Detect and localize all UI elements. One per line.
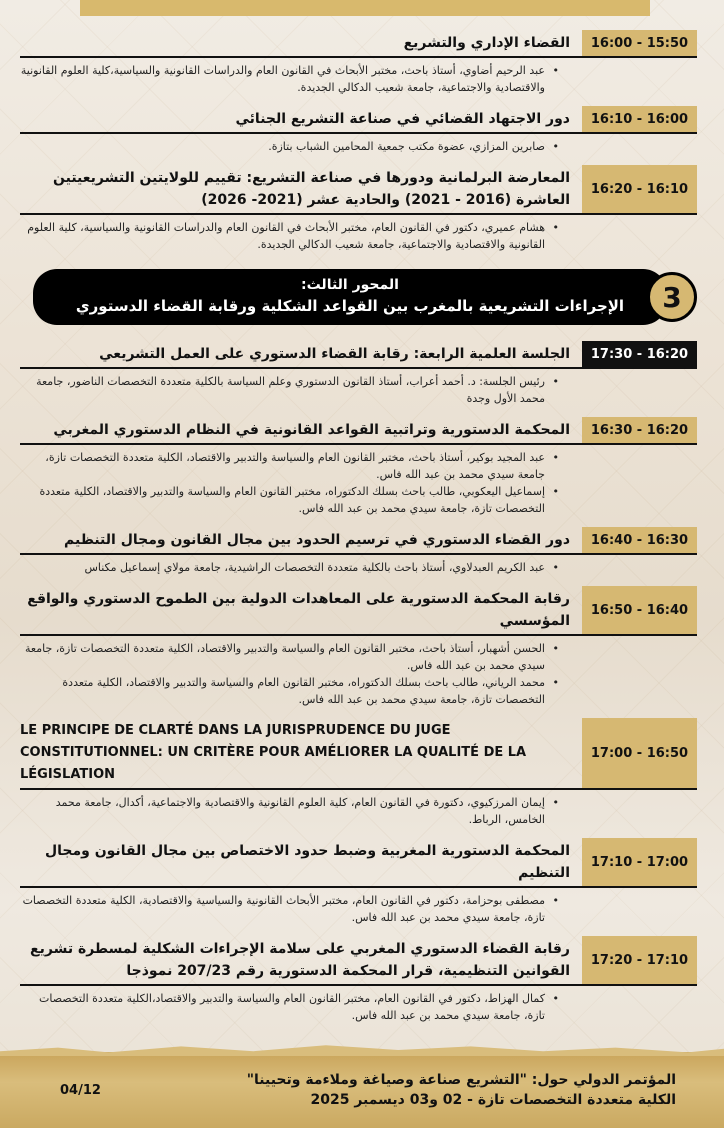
parchment-edge xyxy=(0,1044,724,1056)
speaker-list xyxy=(20,219,559,253)
program-item xyxy=(20,165,697,253)
axis-banner xyxy=(33,269,667,325)
session-header-line xyxy=(20,341,697,369)
item-header xyxy=(20,165,697,215)
speaker-list xyxy=(20,990,559,1024)
speaker: • مصطفى بوحزامة، دكتور في القانون العام، مختبر الأبحاث القانونية والسياسية والاقتصادية، الكلية متعددة التخصصات تازة، جامعة سيدي محمد بن عبد الله فاس. xyxy=(20,892,559,926)
program-item xyxy=(20,936,697,1024)
footer-banner xyxy=(0,1052,724,1128)
speaker-list xyxy=(20,892,559,926)
item-title: دور القضاء الدستوري في ترسيم الحدود بين مجال القانون ومجال التنظيم xyxy=(64,532,570,548)
item-header xyxy=(20,936,697,986)
speaker-list xyxy=(20,138,559,155)
conference-venue-date: الكلية متعددة التخصصات تازة - 02 و03 ديسمبر 2025 xyxy=(310,1092,676,1108)
item-header xyxy=(20,527,697,555)
item-header xyxy=(20,586,697,636)
speaker: • محمد الرياني، طالب باحث بسلك الدكتوراه، مختبر القانون العام والسياسة والتدبير والاقتصاد، الكلية متعددة التخصصات تازة، جامعة سيدي محمد بن عبد الله فاس. xyxy=(20,674,559,708)
speaker-list xyxy=(20,449,559,517)
speaker: • هشام عميري، دكتور في القانون العام، مختبر الأبحاث في القانون العام والدراسات القانونية والسياسية، كلية العلوم القانونية والاقتصادية والاجتماعية، جامعة شعيب الدكالي الجديدة. xyxy=(20,219,559,253)
item-header xyxy=(20,718,697,790)
item-header xyxy=(20,417,697,445)
speaker-list xyxy=(20,559,559,576)
item-title: رقابة القضاء الدستوري المغربي على سلامة الإجراءات الشكلية لمسطرة تشريع القوانين التنظيمية، قرار المحكمة الدستورية رقم 207/23 نموذجا xyxy=(30,941,570,979)
item-title: القضاء الإداري والتشريع xyxy=(403,35,570,51)
time-slot: 16:10 - 16:00 xyxy=(582,106,697,132)
speaker: • صابرين المزازي، عضوة مكتب جمعية المحامين الشباب بتازة. xyxy=(20,138,559,155)
speaker: • عبد الرحيم أضاوي، أستاذ باحث، مختبر الأبحاث في القانون العام والدراسات القانونية والسياسية،كلية العلوم القانونية والاقتصادية والاجتماعية، جامعة شعيب الدكالي الجديدة. xyxy=(20,62,559,96)
speaker: • عبد الكريم العبدلاوي، أستاذ باحث بالكلية متعددة التخصصات الراشيدية، جامعة مولاي إسماعيل مكناس xyxy=(20,559,559,576)
speaker: • كمال الهزاط، دكتور في القانون العام، مختبر القانون العام والسياسة والتدبير والاقتصاد،الكلية متعددة التخصصات تازة، جامعة سيدي محمد بن عبد الله فاس. xyxy=(20,990,559,1024)
item-title: المحكمة الدستورية وتراتبية القواعد القانونية في النظام الدستوري المغربي xyxy=(53,422,570,438)
item-title: المحكمة الدستورية المغربية وضبط حدود الاختصاص بين مجال القانون ومجال التنظيم xyxy=(44,843,570,881)
program-item xyxy=(20,417,697,517)
axis-title: الإجراءات التشريعية بالمغرب بين القواعد الشكلية ورقابة القضاء الدستوري xyxy=(75,297,625,315)
conference-info xyxy=(247,1070,676,1110)
item-header xyxy=(20,838,697,888)
item-title: المعارضة البرلمانية ودورها في صناعة التشريع: تقييم للولايتين التشريعيتين العاشرة (2016 - 2021) والحادية عشر (2021- 2026) xyxy=(53,170,570,208)
session-header xyxy=(20,341,697,407)
time-slot: 16:20 - 16:10 xyxy=(582,165,697,213)
item-title: رقابة المحكمة الدستورية على المعاهدات الدولية بين الطموح الدستوري والواقع المؤسسي xyxy=(27,591,570,629)
session-title: الجلسة العلمية الرابعة: رقابة القضاء الدستوري على العمل التشريعي xyxy=(99,346,570,362)
time-slot: 17:10 - 17:00 xyxy=(582,838,697,886)
time-slot: 16:40 - 16:30 xyxy=(582,527,697,553)
program-item xyxy=(20,718,697,828)
program-item xyxy=(20,527,697,576)
speaker-list xyxy=(20,640,559,708)
chair-list xyxy=(20,373,559,407)
time-slot: 16:50 - 16:40 xyxy=(582,586,697,634)
time-slot: 16:30 - 16:20 xyxy=(582,417,697,443)
program-item xyxy=(20,106,697,155)
item-title: دور الاجتهاد القضائي في صناعة التشريع الجنائي xyxy=(235,111,570,127)
item-header xyxy=(20,106,697,134)
program-item xyxy=(20,30,697,96)
time-slot: 16:00 - 15:50 xyxy=(582,30,697,56)
speaker-list xyxy=(20,62,559,96)
axis-section xyxy=(33,269,697,325)
time-slot: 17:00 - 16:50 xyxy=(582,718,697,788)
page-number: 04/12 xyxy=(60,1082,101,1098)
item-header xyxy=(20,30,697,58)
session-chair: • رئيس الجلسة: د. أحمد أعراب، أستاذ القانون الدستوري وعلم السياسة بالكلية متعددة التخصصات الناضور، جامعة محمد الأول وجدة xyxy=(20,373,559,407)
speaker: • الحسن أشهبار، أستاذ باحث، مختبر القانون العام والسياسة والتدبير والاقتصاد، الكلية متعددة التخصصات تازة، جامعة سيدي محمد بن عبد الله فاس. xyxy=(20,640,559,674)
speaker: • عبد المجيد بوكير، أستاذ باحث، مختبر القانون العام والسياسة والتدبير والاقتصاد، الكلية متعددة التخصصات تازة، جامعة سيدي محمد بن عبد الله فاس. xyxy=(20,449,559,483)
program-item xyxy=(20,586,697,708)
item-title: LE PRINCIPE DE CLARTÉ DANS LA JURISPRUDENCE DU JUGE CONSTITUTIONNEL: UN CRITÈRE POUR AMÉLIORER LA QUALITÉ DE LA LÉGISLATION xyxy=(20,723,527,782)
speaker-list xyxy=(20,794,559,828)
speaker: • إسماعيل اليعكوبي، طالب باحث بسلك الدكتوراه، مختبر القانون العام والسياسة والتدبير والاقتصاد، الكلية متعددة التخصصات تازة، جامعة سيدي محمد بن عبد الله فاس. xyxy=(20,483,559,517)
axis-number-badge: 3 xyxy=(647,272,697,322)
conference-title: المؤتمر الدولي حول: "التشريع صناعة وصياغة وملاءمة وتحيينا" xyxy=(246,1072,676,1088)
program-item xyxy=(20,838,697,926)
speaker: • إيمان المرزكيوي، دكتورة في القانون العام، كلية العلوم القانونية والاقتصادية والاجتماعية، أكدال، جامعة محمد الخامس، الرباط. xyxy=(20,794,559,828)
axis-label: المحور الثالث: xyxy=(301,277,399,293)
time-slot: 17:20 - 17:10 xyxy=(582,936,697,984)
top-gold-bar xyxy=(80,0,650,16)
session-time: 17:30 - 16:20 xyxy=(582,341,697,367)
